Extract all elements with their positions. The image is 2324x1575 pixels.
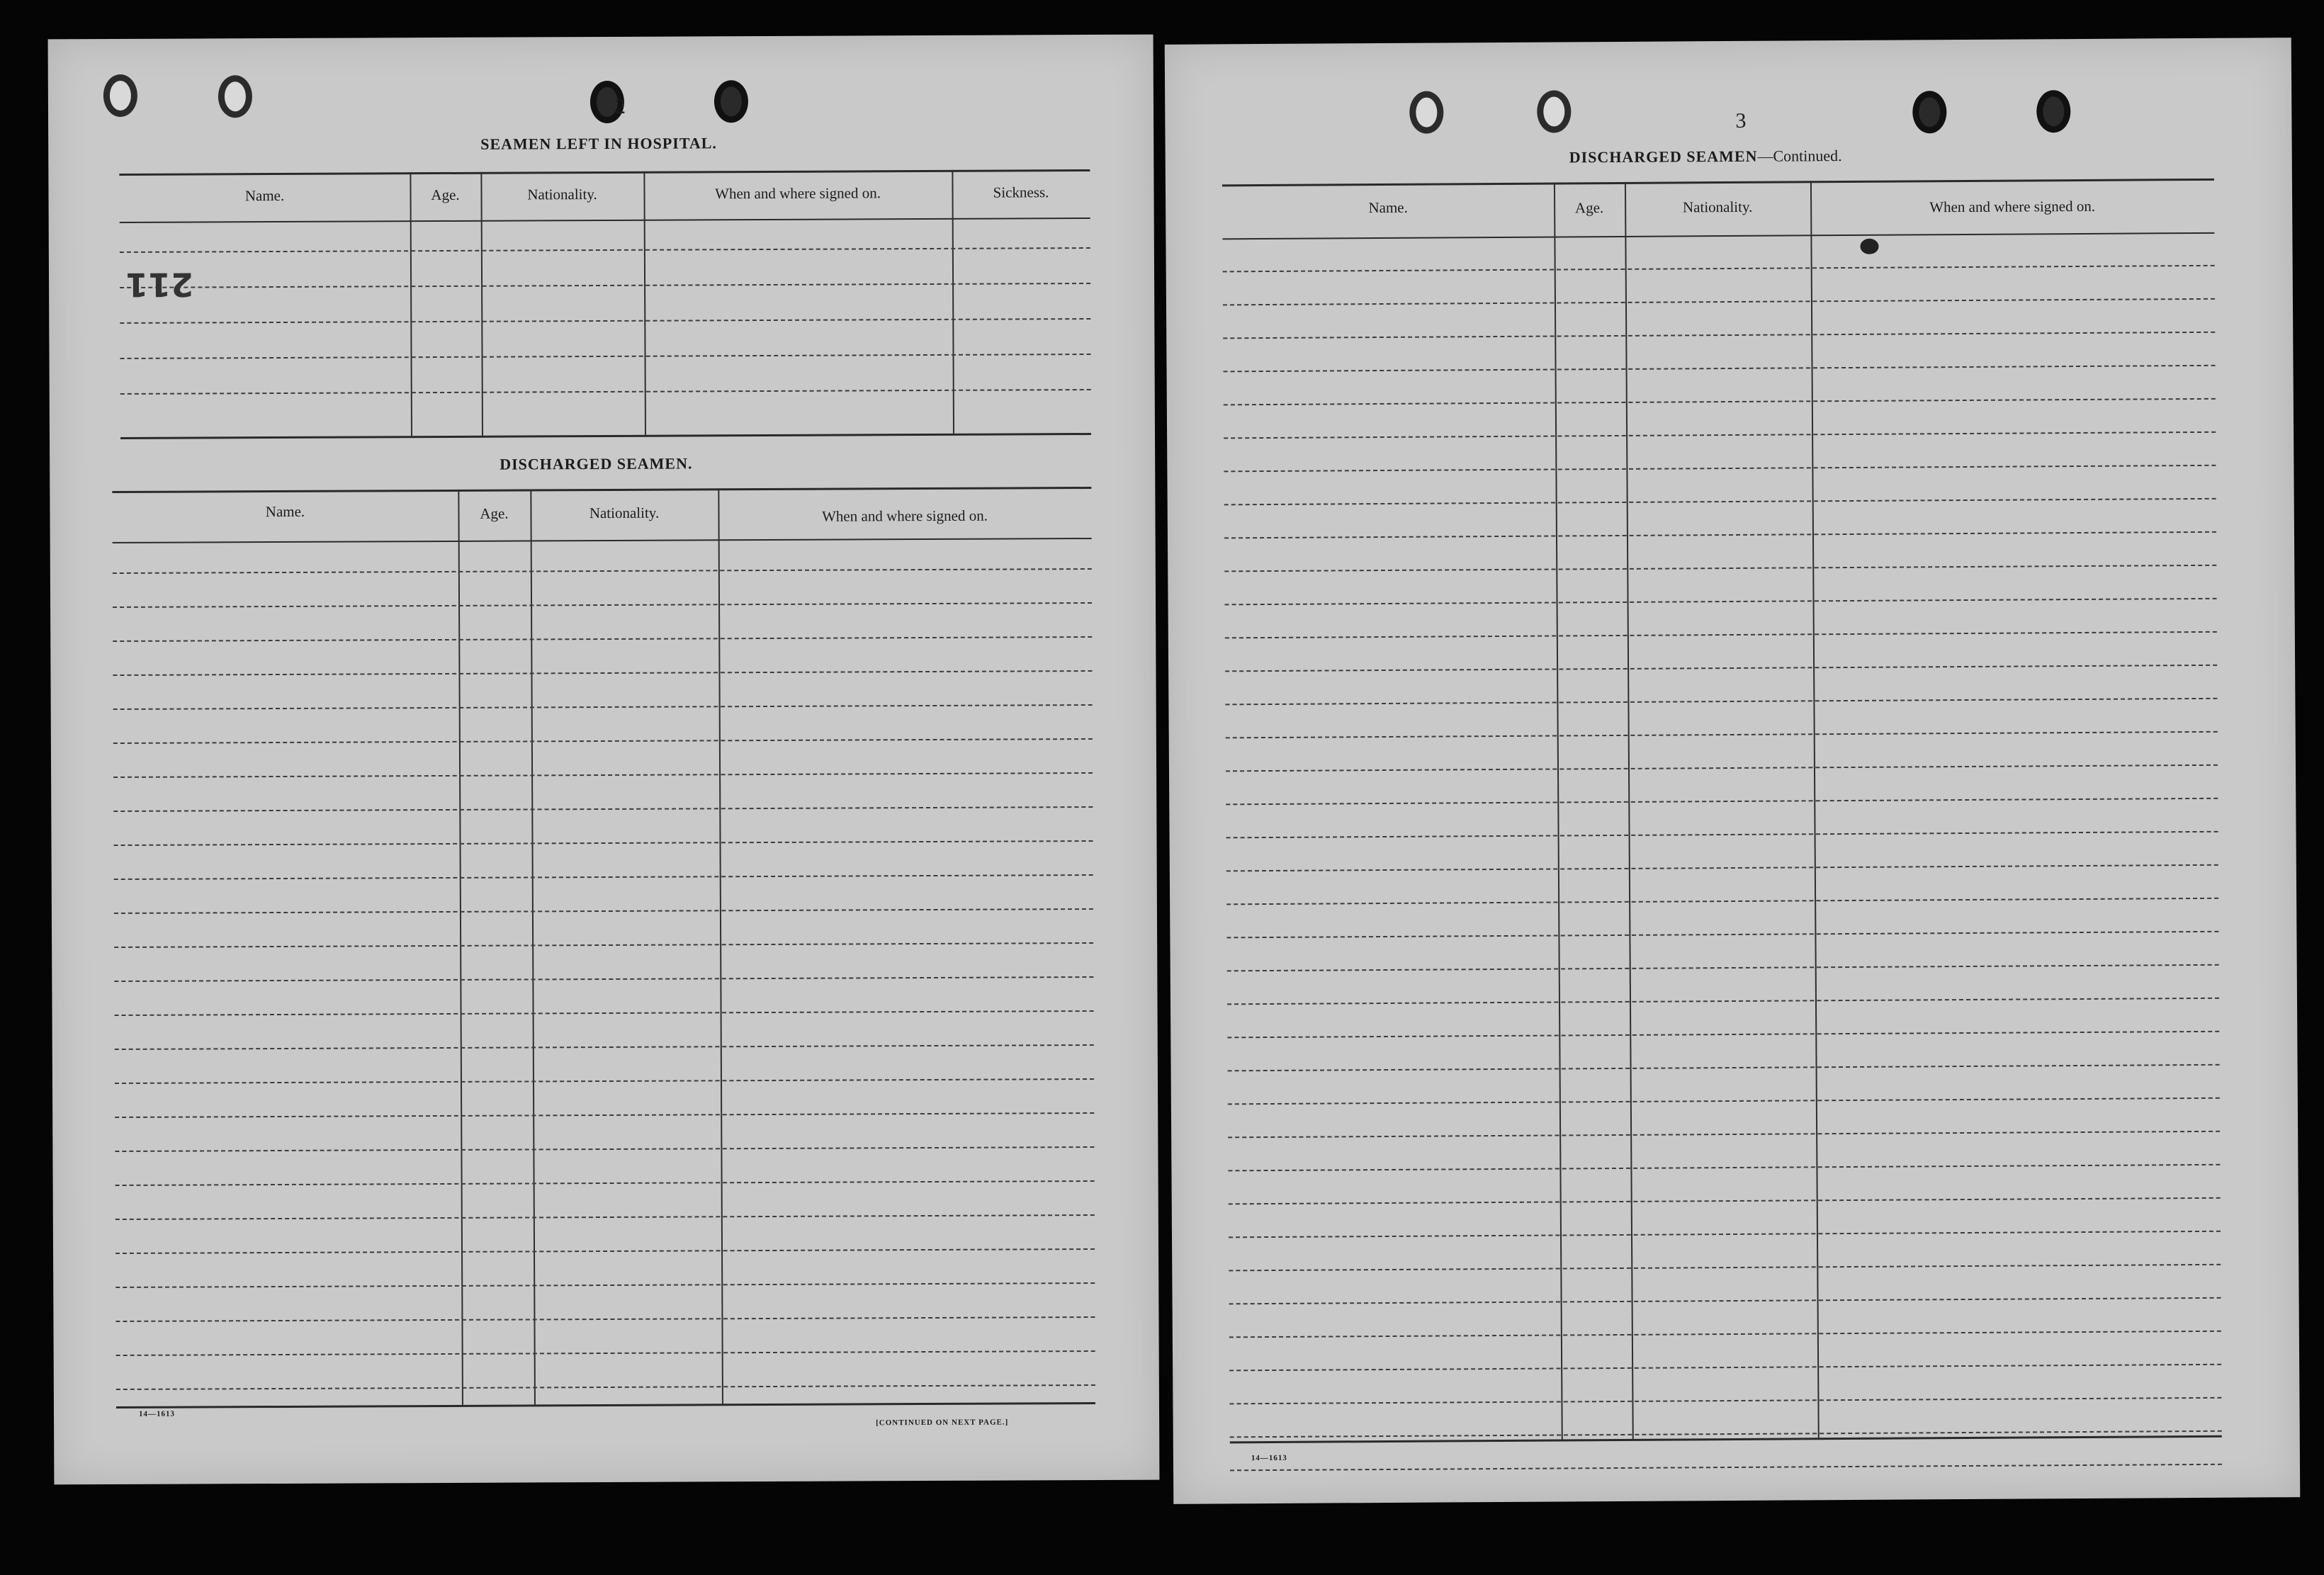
column-header-name: Name. xyxy=(244,186,285,205)
column-header-signed-on: When and where signed on. xyxy=(715,184,881,203)
ruled-row-line xyxy=(120,318,1090,324)
ruled-row-line xyxy=(1225,631,2217,639)
ruled-row-line xyxy=(1224,365,2216,373)
handwritten-mark: 211 xyxy=(125,265,194,304)
ruled-row-line xyxy=(1226,764,2218,772)
ruled-row-line xyxy=(120,389,1091,395)
ruled-row-line xyxy=(120,283,1090,288)
ruled-row-line xyxy=(1226,731,2218,739)
punch-hole xyxy=(1537,90,1571,132)
continued-note: [CONTINUED ON NEXT PAGE.] xyxy=(876,1418,1009,1428)
ruled-row-line xyxy=(115,1282,1095,1288)
punch-hole xyxy=(1912,91,1946,133)
ruled-row-line xyxy=(113,704,1093,710)
column-header-sickness: Sickness. xyxy=(993,184,1049,201)
ruled-row-line xyxy=(1229,1397,2221,1405)
column-header-signed-on: When and where signed on. xyxy=(822,507,988,525)
column-header-nationality: Nationality. xyxy=(1682,198,1753,216)
ruled-row-line xyxy=(1229,1297,2221,1305)
discharged-section-title: DISCHARGED SEAMEN. xyxy=(500,454,693,473)
ruled-row-line xyxy=(114,942,1093,948)
ruled-row-line xyxy=(1226,864,2218,872)
ruled-row-line xyxy=(113,772,1093,778)
ruled-row-line xyxy=(113,636,1092,642)
ruled-row-line xyxy=(113,602,1092,608)
ruled-row-line xyxy=(115,1146,1094,1152)
ruled-row-line xyxy=(114,908,1093,914)
ruled-row-line xyxy=(1227,998,2219,1005)
ruled-row-line xyxy=(1229,1197,2221,1205)
ruled-row-line xyxy=(120,247,1090,253)
ruled-row-line xyxy=(115,1112,1094,1118)
ruled-row-line xyxy=(1225,598,2217,606)
ruled-row-line xyxy=(1224,498,2216,506)
ruled-row-line xyxy=(1224,465,2216,473)
ruled-row-line xyxy=(1224,431,2216,439)
column-header-nationality: Nationality. xyxy=(527,186,597,203)
ruled-row-line xyxy=(1229,1331,2221,1338)
punch-hole xyxy=(218,75,252,118)
column-header-name: Name. xyxy=(1368,198,1408,217)
right-page xyxy=(1165,38,2301,1504)
ruled-row-line xyxy=(1226,931,2218,939)
page-number: 3 xyxy=(1735,108,1747,132)
ruled-row-line xyxy=(116,1350,1095,1356)
ruled-row-line xyxy=(1228,1064,2220,1072)
ruled-row-line xyxy=(114,840,1093,846)
ruled-row-line xyxy=(1223,298,2215,306)
hospital-table xyxy=(119,169,1091,443)
ruled-row-line xyxy=(1230,1464,2222,1472)
punch-hole xyxy=(1409,91,1443,133)
ruled-row-line xyxy=(1229,1264,2221,1272)
left-page xyxy=(48,35,1160,1485)
ruled-row-line xyxy=(1226,831,2218,839)
column-header-signed-on: When and where signed on. xyxy=(1929,197,2096,216)
ruled-row-line xyxy=(1229,1231,2221,1238)
ruled-row-line xyxy=(115,1214,1095,1220)
discharged-table xyxy=(1222,179,2222,1447)
ruled-row-line xyxy=(1228,1097,2220,1105)
ruled-row-line xyxy=(115,1010,1094,1016)
ruled-row-line xyxy=(113,806,1093,812)
ruled-row-line xyxy=(1224,565,2216,572)
ruled-row-line xyxy=(1225,665,2217,672)
ruled-row-line xyxy=(114,976,1093,982)
ruled-row-line xyxy=(1226,798,2218,806)
ruled-row-line xyxy=(115,1180,1095,1186)
column-header-age: Age. xyxy=(431,186,460,204)
ruled-row-line xyxy=(115,1078,1094,1084)
ruled-row-line xyxy=(1228,1164,2220,1172)
ruled-row-line xyxy=(120,354,1091,359)
ruled-row-line xyxy=(1227,964,2219,972)
punch-hole xyxy=(103,74,137,117)
ruled-row-line xyxy=(1226,898,2218,905)
ruled-row-line xyxy=(1223,332,2215,339)
hospital-section-title: SEAMEN LEFT IN HOSPITAL. xyxy=(480,134,717,153)
ruled-row-line xyxy=(115,1316,1095,1322)
ruled-row-line xyxy=(1225,698,2217,706)
ruled-row-line xyxy=(113,670,1092,676)
ruled-row-line xyxy=(113,738,1093,744)
column-header-age: Age. xyxy=(1574,199,1604,217)
ruled-row-line xyxy=(113,568,1092,574)
column-header-nationality: Nationality. xyxy=(589,504,660,522)
discharged-table xyxy=(112,487,1095,1412)
form-number: 14—1613 xyxy=(138,1409,176,1418)
column-header-name: Name. xyxy=(265,502,305,521)
ruled-row-line xyxy=(115,1248,1095,1254)
page-number: 2 xyxy=(614,94,626,118)
section-title-suffix: —Continued. xyxy=(1757,147,1842,165)
ruled-row-line xyxy=(1223,265,2215,273)
ruled-row-line xyxy=(1228,1131,2220,1139)
form-number: 14—1613 xyxy=(1251,1453,1287,1463)
discharged-section-title xyxy=(1569,147,1842,166)
ruled-row-line xyxy=(1224,398,2216,406)
ruled-row-line xyxy=(1224,531,2216,539)
section-title-main: DISCHARGED SEAMEN xyxy=(1569,147,1758,166)
punch-hole xyxy=(714,80,748,123)
ruled-row-line xyxy=(1227,1031,2219,1039)
ruled-row-line xyxy=(114,874,1093,880)
ink-blot xyxy=(1860,239,1878,254)
ruled-row-line xyxy=(115,1044,1094,1050)
punch-hole xyxy=(2036,90,2070,132)
column-header-age: Age. xyxy=(480,504,509,522)
ruled-row-line xyxy=(1229,1364,2221,1372)
ruled-row-line xyxy=(116,1384,1095,1390)
